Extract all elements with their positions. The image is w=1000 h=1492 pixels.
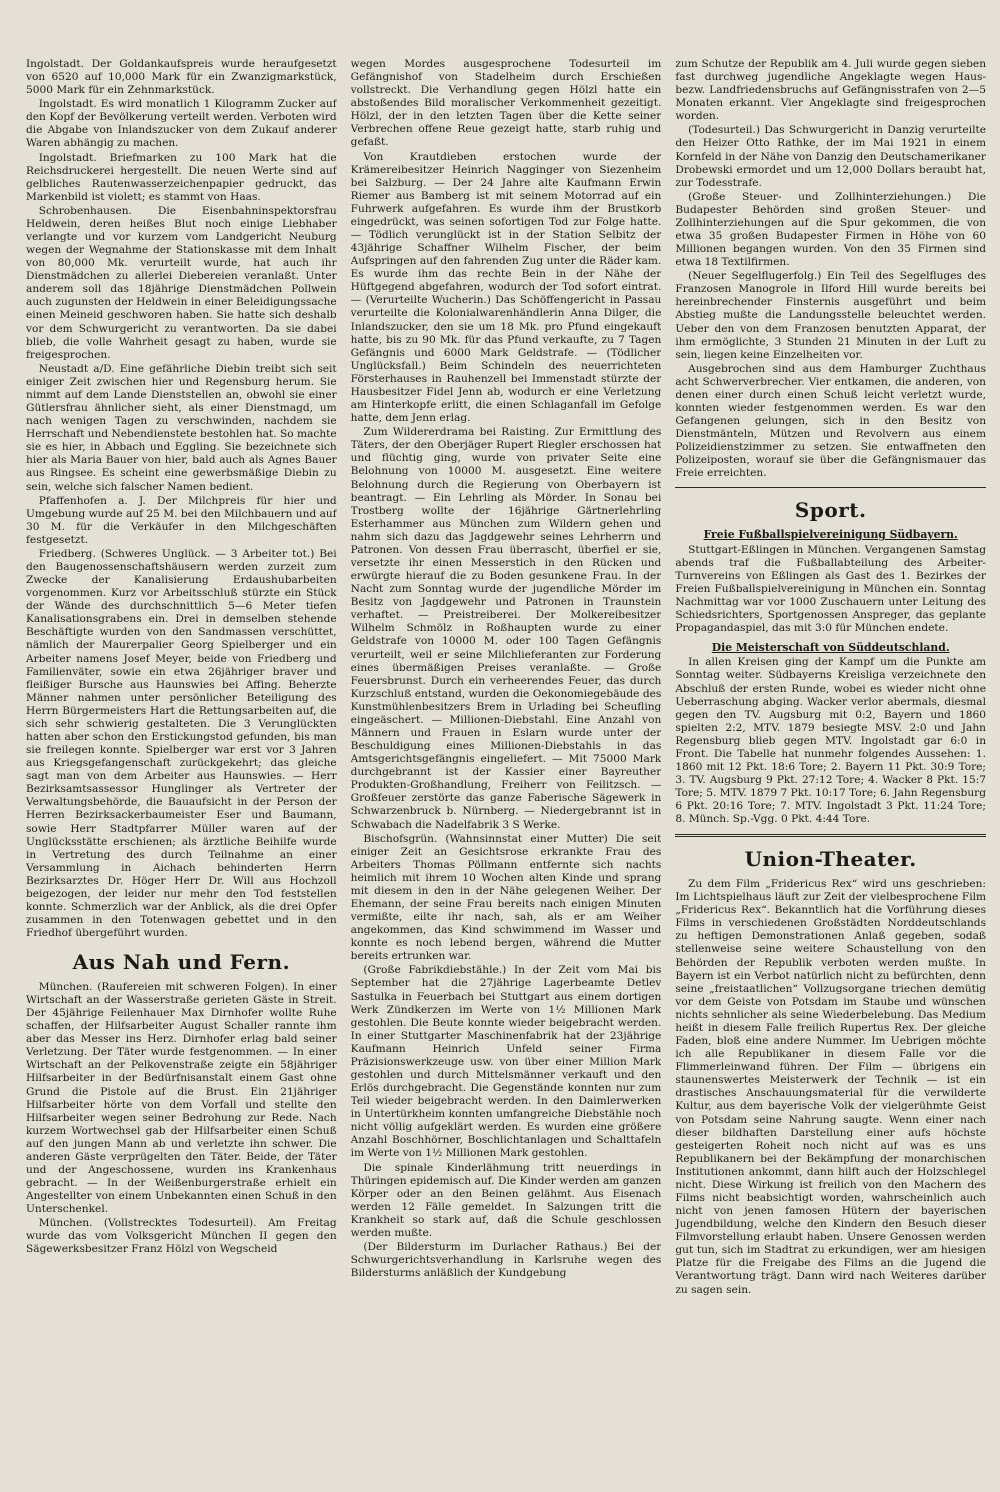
article-bischofsgruen: Bischofsgrün. (Wahnsinnstat einer Mutter) Die seit einiger Zeit an Gesichtsrose erkrankte Frau des Arbeiters Thomas Pöllmann entfernte sich nachts heimlich mit ihrem 10 Wochen alten Kinde und sprang mit diesem in den in der Nähe gelegenen Weiher. Der Ehemann, der seine Frau bereits nach einigen Minuten vermißte, eilte ihr nach, sah, als er am Weiher angekommen, das Kind schwimmend im Wasser und konnte es noch lebend bergen, während die Mutter bereits ertrunken war.: [350, 832, 662, 963]
article-krautdieben: Von Krautdieben erstochen wurde der Krämereibesitzer Heinrich Nagginger von Siezenheim bei Salzburg. — Der 24 Jahre alte Kaufmann Erwin Riemer aus Bamberg ist mit seinem Motorrad auf ein Fuhrwerk aufgefahren. Es wurde ihm der Brustkorb eingedrückt, was seinen sofortigen Tod zur Folge hatte. — Tödlich verunglückt ist in der Station Selbitz der 43jährige Schaffner Wilhelm Fischer, der beim Aufspringen auf den fahrenden Zug unter die Räder kam. Es wurde ihm das rechte Bein in der Nähe der Hüftgegend abgefahren, wodurch der Tod sofort eintrat. — (Verurteilte Wucherin.) Das Schöffengericht in Passau verurteilte die Kolonialwarenhändlerin Anna Dilger, die Inlandszucker, den sie um 18 Mk. pro Pfund eingekauft hatte, bis zu 90 Mk. für das Pfund verkaufte, zu 7 Tagen Gefängnis und 6000 Mark Geldstrafe. — (Tödlicher Unglücksfall.) Beim Schindeln des neuerrichteten Försterhauses in Rauhenzell bei Immenstadt stürzte der Hausbesitzer Fidel Jenn ab, wodurch er eine Verletzung am Hinterkopfe erlitt, die einen Schlaganfall im Gefolge hatte, dem Jenn erlag.: [350, 150, 662, 425]
subheading-fussball: Freie Fußballspielvereinigung Südbayern.: [703, 528, 958, 542]
article-meisterschaft: In allen Kreisen ging der Kampf um die Punkte am Sonntag weiter. Südbayerns Kreisliga verzeichnete den Abschluß der ersten Runde, wobei es wieder nicht ohne Ueberraschung abging. Wacker verlor abermals, diesmal gegen den TV. Augsburg mit 0:2, Bayern und 1860 spielten 2:2, MTV. 1879 besiegte MSV. 2:0 und Jahn Regensburg blieb gegen MTV. Ingolstadt gar 6:0 in Front. Die Tabelle hat nunmehr folgendes Aussehen: 1. 1860 mit 12 Pkt. 18:6 Tore; 2. Bayern 11 Pkt. 30:9 Tore; 3. TV. Augsburg 9 Pkt. 27:12 Tore; 4. Wacker 8 Pkt. 15:7 Tore; 5. MTV. 1879 7 Pkt. 10:17 Tore; 6. Jahn Regensburg 6 Pkt. 20:16 Tore; 7. MTV. Ingolstadt 3 Pkt. 11:24 Tore; 8. Münch. Sp.-Vgg. 0 Pkt. 4:44 Tore.: [675, 656, 987, 826]
article-neustadt: Neustadt a/D. Eine gefährliche Diebin treibt sich seit einiger Zeit zwischen hier und Regensburg herum. Sie nimmt auf dem Lande Dienststellen an, obwohl sie einer Gütlersfrau ähnlicher sieht, als einer Dienstmagd, um nach wenigen Tagen zu verschwinden, nachdem sie Herrschaft und Nebendienstete bestohlen hat. So machte sie es hier, in Abbach und Eggling. Sie bezeichnete sich hier als Maria Bauer von hier, bald auch als Agnes Bauer aus Ringsee. Es scheint eine gewerbsmäßige Diebin zu sein, welche sich falscher Namen bedient.: [26, 362, 337, 493]
article-ingolstadt-gold: Ingolstadt. Der Goldankaufspreis wurde heraufgesetzt von 6520 auf 10,000 Mark für ein Zwanzigmarkstück, 5000 Mark für ein Zehnmarkstück.: [26, 58, 337, 97]
article-bildersturm: (Der Bildersturm im Durlacher Rathaus.) Bei der Schwurgerichtsverhandlung in Karlsruhe wegen des Bildersturms anläßlich der Kundgebung: [350, 1241, 662, 1280]
column-right: [675, 58, 986, 1478]
column-middle: [351, 58, 662, 1478]
article-fridericus-rex: Zu dem Film „Fridericus Rex“ wird uns geschrieben: Im Lichtspielhaus läuft zur Zeit der vielbesprochene Film „Fridericus Rex“. Bekanntlich hat die Vorführung dieses Films in verschiedenen Großstädten Norddeutschlands zu heftigen Demonstrationen Anlaß gegeben, sodaß stellenweise seine weitere Schaustellung von den Behörden der Republik verboten werden mußte. In Bayern ist ein Verbot natürlich nicht zu befürchten, denn seine „freistaatlichen“ Vollzugsorgane triechen demütig vor dem Geiste von Potsdam im Staube und wünschen nichts sehnlicher als seine Wiederbelebung. Das Medium heißt in diesem Falle freilich Rupertus Rex. Der gleiche Faden, bloß eine andere Nummer. Im Uebrigen möchte ich alle Republikaner in diesem Falle vor die Flimmerleinwand führen. Der Film — übrigens ein staunenswertes Meisterwerk der Technik — ist ein drastisches Anschauungsmaterial für die verwilderte Kultur, aus dem bayerische Volk der vielgerühmte Geist von Potsdam seine Nahrung saugte. Wenn einer nach dieser bildhaften Darstellung einer aufs höchste gesteigerten Roheit noch nicht auf was es uns Republikanern bei der Bekämpfung der monarchischen Institutionen ankommt, dann hilft auch der Holzschlegel nicht. Diese Wirkung ist freilich von den Machern des Films nicht beabsichtigt worden, wahrscheinlich auch nicht von jenen famosen Hütern der bayerischen Jugendbildung, welche den Kindern den Besuch dieser Filmvorstellung erlaubt haben. Unsere Genossen werden gut tun, sich im Stadtrat zu erkundigen, wer am hiesigen Platze für die Freigabe des Films an die Jugend die Verantwortung trägt. Dann wird nach Weiteres darüber zu sagen sein.: [675, 878, 987, 1296]
divider: [675, 834, 986, 837]
article-muenchen-raufereien: München. (Raufereien mit schweren Folgen). In einer Wirtschaft an der Wasserstraße gerieten Gäste in Streit. Der 45jährige Feilenhauer Max Dirnhofer wollte Ruhe schaffen, der Hilfsarbeiter August Schaller rannte ihm aber das Messer ins Herz. Dirnhofer erlag bald seiner Verletzung. Der Täter wurde festgenommen. — In einer Wirtschaft an der Pelkovenstraße zeigte ein 58jähriger Hilfsarbeiter in der Bedürfnisanstalt einem Gast ohne Grund die Pistole auf die Brust. Ein 21jähriger Hilfsarbeiter hörte von dem Vorfall und stellte den Hilfsarbeiter wegen seiner Bedrohung zur Rede. Nach kurzem Wortwechsel gab der Hilfsarbeiter einen Schuß auf den jungen Mann ab und verletzte ihn schwer. Die anderen Gäste verprügelten den Täter. Beide, der Täter und der Angeschossene, wurden ins Krankenhaus gebracht. — In der Weißenburgerstraße erhielt ein Angestellter von einem Unbekannten einen Schuß in den Unterschenkel.: [26, 980, 337, 1216]
article-kinderlaehmung: Die spinale Kinderlähmung tritt neuerdings in Thüringen epidemisch auf. Die Kinder werden am ganzen Körper oder an den Beinen gelähmt. Aus Eisenach werden 12 Fälle gemeldet. In Salzungen tritt die Krankheit so stark auf, daß die Schule geschlossen werden mußte.: [350, 1161, 662, 1239]
article-segelflug: (Neuer Segelflugerfolg.) Ein Teil des Segelfluges des Franzosen Manogrole in Ilford Hill wurde bereits bei hereinbrechender Finsternis ausgeführt und beim Abstieg mußte die Landungsstelle beleuchtet werden. Ueber den von dem Franzosen benutzten Apparat, der ihm ermöglichte, 3 Stunden 21 Minuten in der Luft zu sein, liegen keine Einzelheiten vor.: [675, 270, 987, 361]
section-title-sport: Sport.: [794, 497, 867, 522]
article-hoelzl-continued: wegen Mordes ausgesprochene Todesurteil im Gefängnishof von Stadelheim durch Erschießen vollstreckt. Die Verhandlung gegen Hölzl hatte ein abstoßendes Bild moralischer Verkommenheit gezeitigt. Hölzl, der in den letzten Tagen über die Kette seiner Verbrechen offene Reue gezeigt hatte, starb ruhig und gefaßt.: [350, 58, 662, 149]
article-wildererdrama: Zum Wildererdrama bei Raisting. Zur Ermittlung des Täters, der den Oberjäger Rupert Riegler erschossen hat und flüchtig ging, wurde von privater Seite eine Belohnung von 10000 M. ausgesetzt. Eine weitere Belohnung durch die Regierung von Oberbayern ist beantragt. — Ein Lehrling als Mörder. In Sonau bei Trostberg wollte der 16jährige Gärtnerlehrling Esterhammer aus München zum Wildern gehen und nahm sich dazu das Jagdgewehr seines Lehrherrn und Patronen. Von dessen Frau überrascht, überfiel er sie, versetzte ihr einen Messerstich in den Rücken und erwürgte hierauf die zu Boden gesunkene Frau. In der Nacht zum Sonntag wurde der jugendliche Mörder im Besitz von Jagdgewehr und Patronen in Traunstein verhaftet. — Preistreiberei. Der Molkereibesitzer Wilhelm Schmölz in Roßhaupten wurde zu einer Geldstrafe von 10000 M. oder 100 Tagen Gefängnis verurteilt, weil er seine Milchlieferanten zur Forderung eines übermäßigen Preises veranlaßte. — Große Feuersbrunst. Durch ein verheerendes Feuer, das durch Kurzschluß entstand, wurden die Oekonomiegebäude des Kunstmühlenbesitzers Brem in Urlading bei Scheufling eingeäschert. — Millionen-Diebstahl. Eine Anzahl von Männern und Frauen in Eslarn wurde unter der Beschuldigung eines Millionen-Diebstahls in das Amtsgerichtsgefängnis eingeliefert. — Mit 75000 Mark durchgebrannt ist der Kassier einer Bayreuther Produkten-Großhandlung, Freiherr von Feilitzsch. — Großfeuer zerstörte das ganze Faberische Sägewerk in Schwarzenbruck b. Nürnberg. — Niedergebrannt ist in Schwabach die Nadelfabrik 3 S Werke.: [350, 426, 662, 831]
article-hamburg-zuchthaus: Ausgebrochen sind aus dem Hamburger Zuchthaus acht Schwerverbrecher. Vier entkamen, die anderen, von denen einer durch einen Schuß leicht verletzt wurde, konnten wieder festgenommen werden. Es war den Gefangenen gelungen, sich in den Besitz von Dienstmänteln, Mützen und Revolvern aus einem Polizeidienstzimmer zu setzen. Sie entwaffneten den Polizeiposten, worauf sie über die Gefängnismauer das Freie erreichten.: [675, 362, 987, 480]
divider: [675, 487, 986, 488]
article-republik-continued: zum Schutze der Republik am 4. Juli wurde gegen sieben fast durchweg jugendliche Angeklagte wegen Haus- bezw. Landfriedensbruchs auf Gefängnisstrafen von 2—5 Monaten erkannt. Vier Angeklagte sind freigesprochen worden.: [675, 58, 987, 123]
article-friedberg: Friedberg. (Schweres Unglück. — 3 Arbeiter tot.) Bei den Baugenossenschaftshäusern werden zurzeit zum Zwecke der Kanalisierung Erdaushubarbeiten vorgenommen. Kurz vor Arbeitsschluß stürzte ein Stück der Wände des durchschnittlich 5—6 Meter tiefen Kanalisationsgrabens ein. Drei in demselben stehende Beschäftigte wurden von den Sandmassen verschüttet, nämlich der Maurerpalier Georg Spielberger und ein Arbeiter namens Josef Meyer, beide von Friedberg und Familienväter, sowie ein etwa 26jähriger braver und fleißiger Bursche aus Haunswies bei Affing. Beherzte Männer nahmen unter persönlicher Beteiligung des Herrn Bürgermeisters Hart die Rettungsarbeiten auf, die sich sehr schwierig gestalteten. Die 3 Verunglückten hatten aber schon den Erstickungstod gefunden, bis man sie freilegen konnte. Spielberger war erst vor 3 Jahren aus Kriegsgefangenschaft zurückgekehrt; das gleiche sagt man von dem Arbeiter aus Haunswies. — Herr Bezirksamtsassessor Hunglinger als Vertreter der Verwaltungsbehörde, die Bauaufsicht in der Person der Herren Bezirksackerbaumeister Eser und Baumann, sowie Herr Stadtpfarrer Müller waren auf der Unglücksstätte erschienen; als ärztliche Beihilfe wurde in Vertretung des durch Teilnahme an einer Versammlung in Aichach behinderten Herrn Bezirksarztes Dr. Höger Herr Dr. Will aus Hochzoll beigezogen, der leider nur mehr den Tod feststellen konnte. Schmerzlich war der Anblick, als die drei Opfer zusammen in den Totenwagen gebettet und in den Friedhof übergeführt wurden.: [26, 547, 337, 940]
article-budapest: (Große Steuer- und Zollhinterziehungen.) Die Budapester Behörden sind großen Steuer- und Zollhinterziehungen auf die Spur gekommen, die von etwa 35 großen Budapester Firmen in Höhe von 60 Millionen begangen wurden. Von den 35 Firmen sind etwa 18 Textilfirmen.: [675, 190, 987, 269]
article-schrobenhausen: Schrobenhausen. Die Eisenbahninspektorsfrau Heldwein, deren heißes Blut noch einige Liebhaber verlangte und vor kurzem vom Landgericht Neuburg wegen der Wegnahme der Stationskasse mit dem Inhalt von 80,000 Mk. verurteilt wurde, hat auch ihr Dienstmädchen zu allerlei Diebereien veranlaßt. Unter anderem soll das 18jährige Dienstmädchen Pollwein auch zugunsten der Heldwein in einer Beleidigungssache einen Meineid geschworen haben. Sie hatte sich deshalb vor dem Schwurgericht zu verantworten. Da sie dabei blieb, die volle Wahrheit gesagt zu haben, wurde sie freigesprochen.: [26, 204, 337, 361]
section-title-union-theater: Union-Theater.: [744, 847, 917, 872]
subheading-meisterschaft: Die Meisterschaft von Süddeutschland.: [711, 641, 950, 655]
article-muenchen-todesurteil: München. (Vollstrecktes Todesurteil). Am Freitag wurde das vom Volksgericht München II gegen den Sägewerksbesitzer Franz Hölzl von Wegscheid: [26, 1217, 337, 1256]
article-todesurteil-danzig: (Todesurteil.) Das Schwurgericht in Danzig verurteilte den Heizer Otto Rathke, der im Mai 1921 in einem Kornfeld in der Nähe von Danzig den Deutschamerikaner Drobewski ermordet und um 12,000 Dollars beraubt hat, zur Todesstrafe.: [675, 124, 987, 189]
article-ingolstadt-briefmarken: Ingolstadt. Briefmarken zu 100 Mark hat die Reichsdruckerei hergestellt. Die neuen Werte sind auf gelbliches Rautenwasserzeichenpapier gedruckt, das Markenbild ist violett; es stammt von Haas.: [26, 151, 337, 203]
column-left: [26, 58, 337, 1478]
section-title-aus-nah-und-fern: Aus Nah und Fern.: [72, 950, 291, 975]
article-pfaffenhofen: Pfaffenhofen a. J. Der Milchpreis für hier und Umgebung wurde auf 25 M. bei den Milchbauern und auf 30 M. für die Verkäufer in den Milchgeschäften festgesetzt.: [26, 494, 337, 546]
article-fabrikdiebstaehle: (Große Fabrikdiebstähle.) In der Zeit vom Mai bis September hat die 27jährige Lagerbeamte Detlev Sastulka in Feuerbach bei Stuttgart aus einem dortigen Werk Zündkerzen im Werte von 1½ Millionen Mark gestohlen. Die Beute konnte wieder beigebracht werden. In einer Stuttgarter Maschinenfabrik hat der 23jährige Kaufmann Heinrich Unfeld seiner Firma Präzisionswerkzeuge usw. von über einer Million Mark gestohlen und durch Mittelsmänner verkauft und den Erlös durchgebracht. Die Gegenstände konnten nur zum Teil wieder beigebracht werden. In den Daimlerwerken in Untertürkheim konnten umfangreiche Diebstähle noch nicht völlig aufgeklärt werden. Es wurden eine größere Anzahl Boschhörner, Boschlichtanlagen und Schalttafeln im Werte von 1½ Millionen Mark gestohlen.: [350, 964, 662, 1160]
article-stuttgart-esslingen: Stuttgart-Eßlingen in München. Vergangenen Samstag abends traf die Fußballabteilung des Arbeiter-Turnvereins von Eßlingen als Gast des 1. Bezirkes der Freien Fußballspielvereinigung in München ein. Sonntag Nachmittag war vor 1000 Zuschauern unter Leitung des Schiedsrichters, Sportgenossen Anspreger, das geplante Propagandaspiel, das mit 3:0 für München endete.: [675, 543, 987, 634]
article-ingolstadt-zucker: Ingolstadt. Es wird monatlich 1 Kilogramm Zucker auf den Kopf der Bevölkerung verteilt werden. Verboten wird die Abgabe von Inlandszucker von dem Zukauf anderer Waren abhängig zu machen.: [26, 98, 337, 150]
